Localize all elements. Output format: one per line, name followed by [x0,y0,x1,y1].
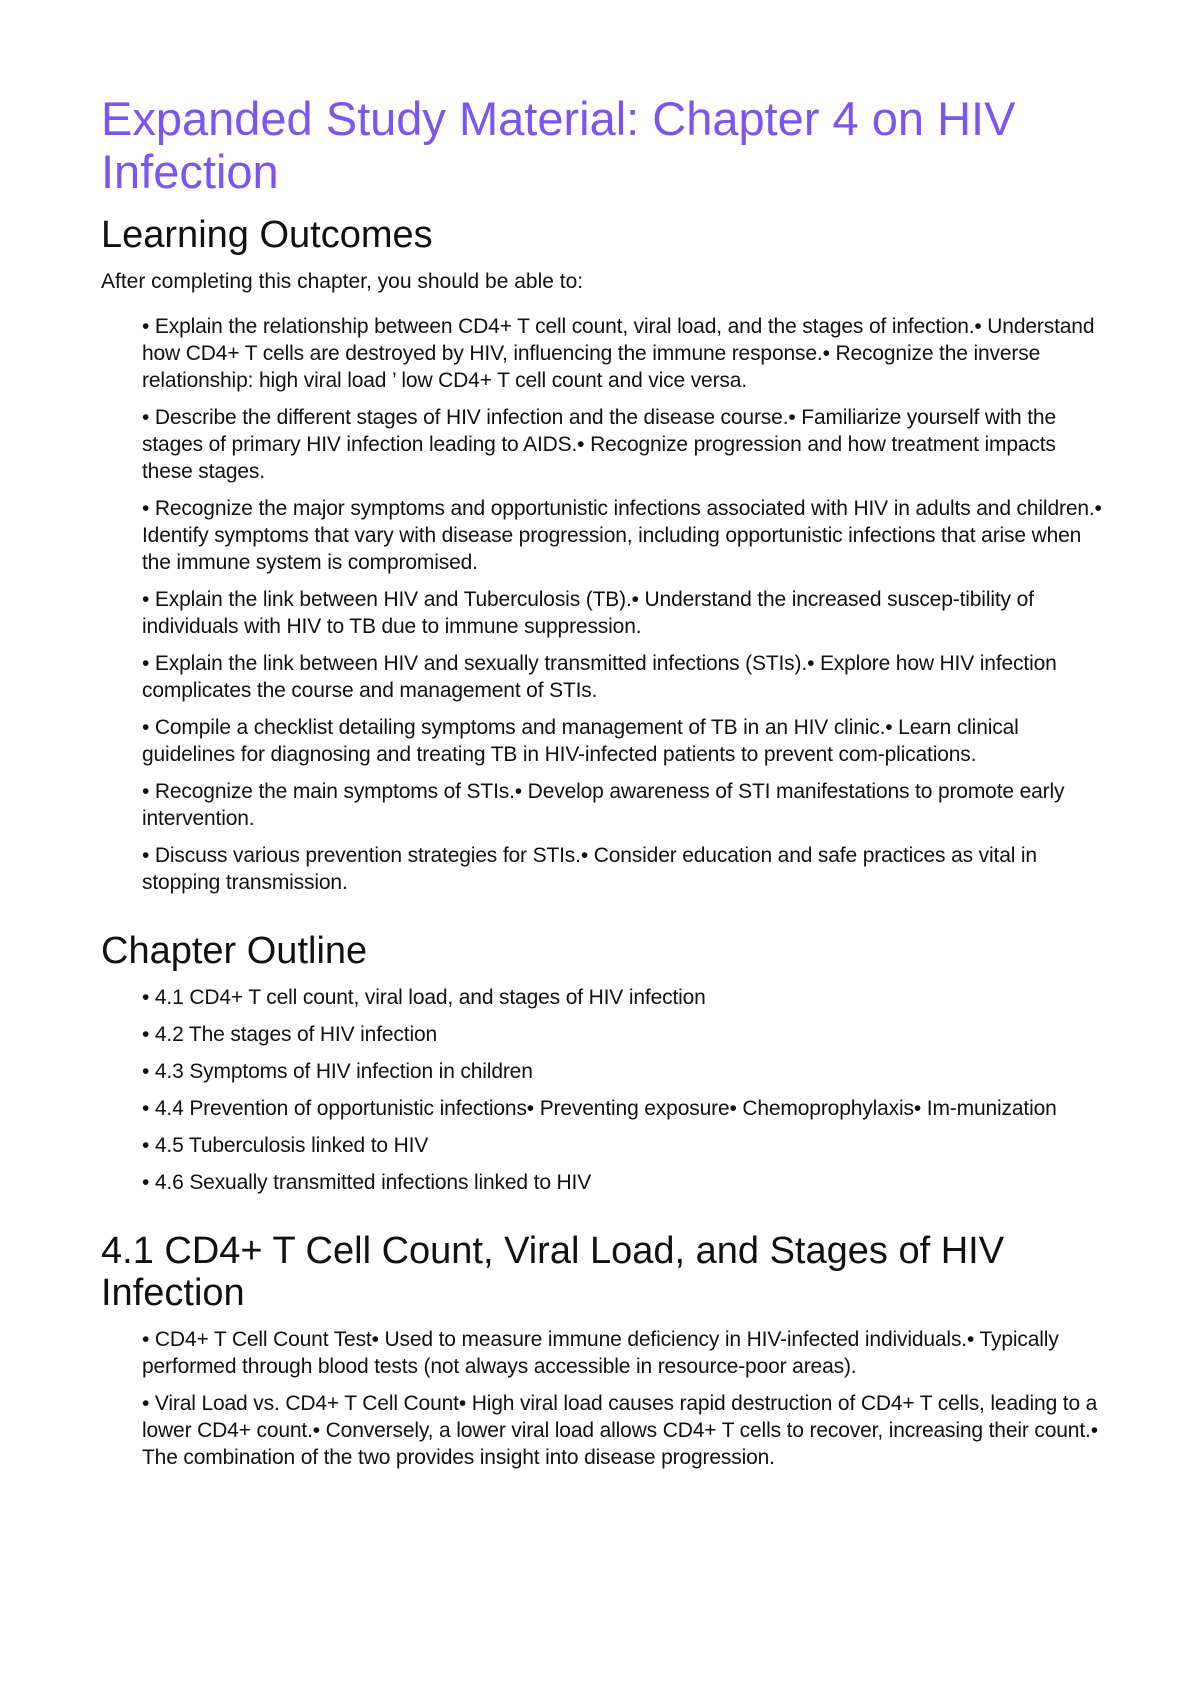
list-item: • CD4+ T Cell Count Test• Used to measure immune deficiency in HIV-infected individuals.• Typically performed through blood tests (not always accessible in resource-poor areas). [142,1328,1059,1378]
list-item: • Explain the link between HIV and Tuberculosis (TB).• Understand the increased suscep-tibility of individuals with HIV to TB due to immune suppression. [142,588,1034,638]
list-item: • 4.3 Symptoms of HIV infection in children [142,1060,533,1083]
chapter-outline-list [101,984,1111,1196]
document-page [101,92,1111,1481]
section-4-1-list [101,1326,1111,1471]
list-item: • Explain the relationship between CD4+ T cell count, viral load, and the stages of infection.• Understand how CD4+ T cells are destroyed by HIV, influencing the immune response.• Recognize the inverse relationship: high viral load ’ low CD4+ T cell count and vice versa. [142,315,1095,392]
chapter-outline-heading: Chapter Outline [101,930,368,972]
list-item: • 4.6 Sexually transmitted infections linked to HIV [142,1171,592,1194]
list-item: • 4.1 CD4+ T cell count, viral load, and stages of HIV infection [142,986,706,1009]
list-item: • 4.4 Prevention of opportunistic infections• Preventing exposure• Chemoprophylaxis• Im-munization [142,1097,1057,1120]
section-4-1-heading: 4.1 CD4+ T Cell Count, Viral Load, and Stages of HIV Infection [101,1230,1005,1314]
list-item: • Recognize the major symptoms and opportunistic infections associated with HIV in adults and children.• Identify symptoms that vary with disease progression, including opportunistic infections that arise when the immune system is compromised. [142,497,1102,574]
list-item: • Viral Load vs. CD4+ T Cell Count• High viral load causes rapid destruction of CD4+ T cells, leading to a lower CD4+ count.• Conversely, a lower viral load allows CD4+ T cells to recover, increasing their count.• The combination of the two provides insight into disease progression. [142,1392,1098,1469]
learning-outcomes-intro: After completing this chapter, you should be able to: [101,270,584,293]
list-item: • Describe the different stages of HIV infection and the disease course.• Familiarize yourself with the stages of primary HIV infection leading to AIDS.• Recognize progression and how treatment impacts these stages. [142,406,1056,483]
document-title: Expanded Study Material: Chapter 4 on HIV Infection [101,92,1016,198]
list-item: • 4.5 Tuberculosis linked to HIV [142,1134,429,1157]
list-item: • Explain the link between HIV and sexually transmitted infections (STIs).• Explore how HIV infection complicates the course and management of STIs. [142,652,1057,702]
learning-outcomes-heading: Learning Outcomes [101,214,433,256]
list-item: • Discuss various prevention strategies for STIs.• Consider education and safe practices as vital in stopping transmission. [142,844,1037,894]
learning-outcomes-list [101,313,1111,896]
list-item: • 4.2 The stages of HIV infection [142,1023,438,1046]
list-item: • Recognize the main symptoms of STIs.• Develop awareness of STI manifestations to promote early intervention. [142,780,1065,830]
list-item: • Compile a checklist detailing symptoms and management of TB in an HIV clinic.• Learn clinical guidelines for diagnosing and treating TB in HIV-infected patients to prevent com-plications. [142,716,1019,766]
